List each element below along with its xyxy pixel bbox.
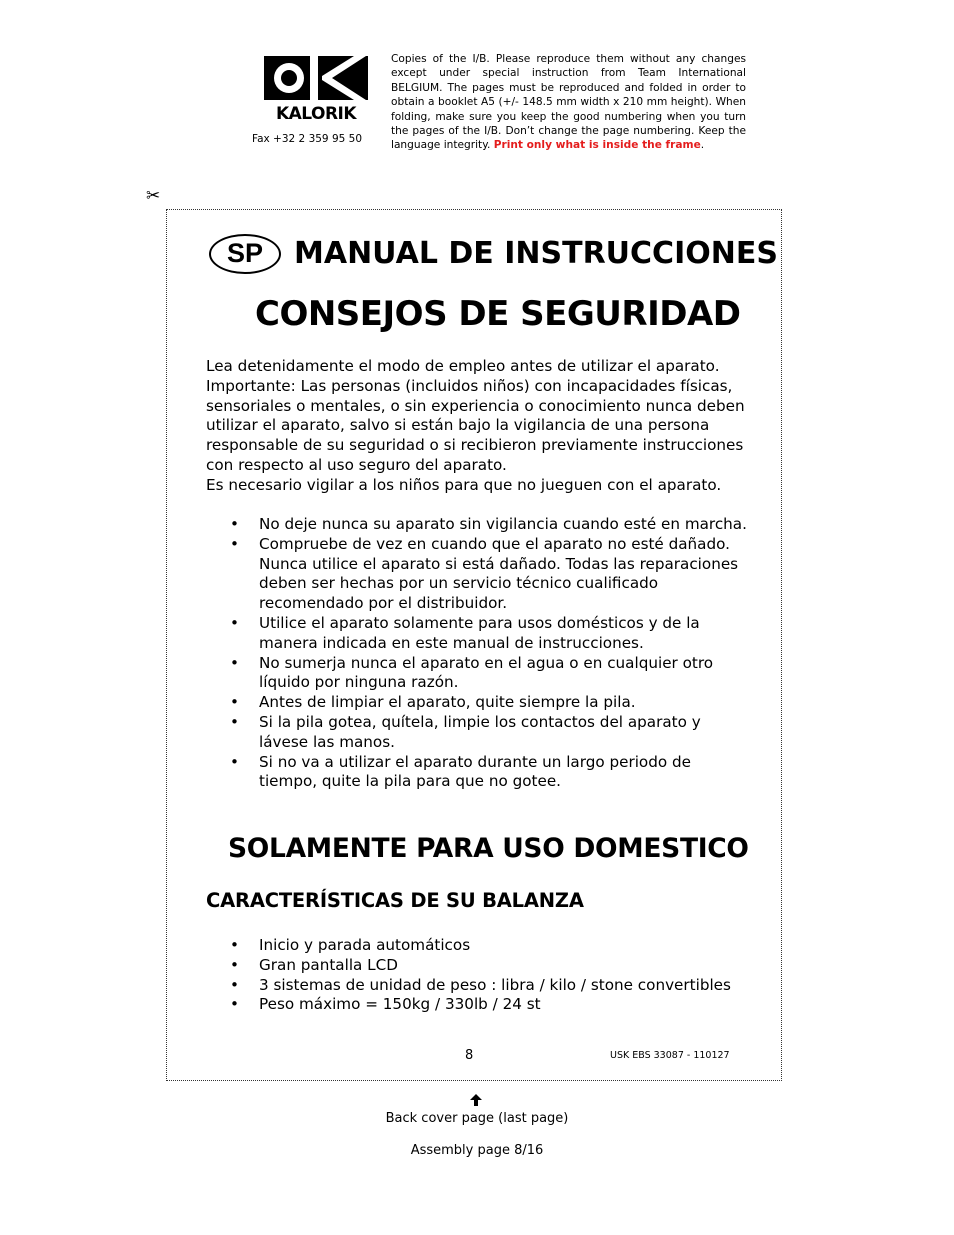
list-item-text: Inicio y parada automáticos xyxy=(259,936,471,954)
domestic-use-heading: SOLAMENTE PARA USO DOMESTICO xyxy=(228,833,749,864)
page-number: 8 xyxy=(465,1048,474,1063)
bullet: • xyxy=(230,712,239,731)
safety-list xyxy=(230,515,750,792)
list-item-text: No sumerja nunca el aparato en el agua o en cualquier otro líquido por ninguna razón. xyxy=(259,653,714,692)
list-item-text: Compruebe de vez en cuando que el aparato no esté dañado. Nunca utilice el aparato si está dañado. Todas las reparaciones deben ser hechas por un servicio técnico cualificado recomendado por el distribuidor. xyxy=(259,534,739,613)
copies-instructions xyxy=(391,52,746,153)
safety-heading: CONSEJOS DE SEGURIDAD xyxy=(255,294,741,334)
bullet: • xyxy=(230,613,239,632)
copies-instructions-end: . xyxy=(700,139,705,152)
list-item xyxy=(230,535,750,614)
bullet: • xyxy=(230,752,239,771)
list-item-text: Si la pila gotea, quítela, limpie los contactos del aparato y lávese las manos. xyxy=(259,712,701,751)
manual-title: MANUAL DE INSTRUCCIONES xyxy=(294,236,778,271)
bullet: • xyxy=(230,534,239,553)
list-item xyxy=(230,753,750,793)
list-item-text: Si no va a utilizar el aparato durante un largo periodo de tiempo, quite la pila para que no gotee. xyxy=(259,752,691,791)
list-item xyxy=(230,693,750,713)
bullet: • xyxy=(230,955,239,974)
list-item-text: Gran pantalla LCD xyxy=(259,955,398,974)
bullet: • xyxy=(230,995,239,1014)
intro-text xyxy=(206,357,766,496)
fax-number: Fax +32 2 359 95 50 xyxy=(252,133,363,145)
document-code: USK EBS 33087 - 110127 xyxy=(610,1050,730,1061)
list-item xyxy=(230,614,750,654)
list-item xyxy=(230,956,750,976)
logo-text: KALORIK xyxy=(275,104,357,124)
copies-instructions-text: Copies of the I/B. Please reproduce them without any changes except under special instruction from Team International BELGIUM. The pages must be reproduced and folded in order to obtain a booklet A5 (+/- 148.5 mm width x 210 mm height). When folding, make sure you keep the good numbering when you turn the pages of the I/B. Don’t change the page numbering. Keep the language integrity. xyxy=(391,53,746,152)
print-only-notice: Print only what is inside the frame xyxy=(493,139,701,152)
assembly-page-label: Assembly page 8/16 xyxy=(410,1143,544,1158)
list-item xyxy=(230,654,750,694)
features-list xyxy=(230,936,750,1015)
intro-paragraph: Es necesario vigilar a los niños para que no jueguen con el aparato. xyxy=(206,475,722,494)
list-item-text: Antes de limpiar el aparato, quite siempre la pila. xyxy=(259,693,636,712)
list-item-text: Utilice el aparato solamente para usos domésticos y de la manera indicada en este manual de instrucciones. xyxy=(259,613,700,652)
list-item-text: Peso máximo = 150kg / 330lb / 24 st xyxy=(259,995,541,1014)
bullet: • xyxy=(230,693,239,712)
language-badge: SP xyxy=(209,234,281,274)
features-heading: CARACTERÍSTICAS DE SU BALANZA xyxy=(206,889,584,912)
list-item xyxy=(230,936,750,956)
list-item-text: No deje nunca su aparato sin vigilancia cuando esté en marcha. xyxy=(259,515,747,533)
up-arrow-icon xyxy=(470,1094,482,1110)
intro-paragraph: Lea detenidamente el modo de empleo antes de utilizar el aparato. Importante: Las personas (incluidos niños) con incapacidades físicas, sensoriales o mentales, o sin experiencia o conocimiento nunca deben utilizar el aparato, salvo si están bajo la vigilancia de una persona responsable de su seguridad o si recibieron previamente instrucciones con respecto al uso seguro del aparato. xyxy=(206,357,745,474)
list-item xyxy=(230,995,750,1015)
manual-header xyxy=(209,232,778,278)
kalorik-logo xyxy=(262,54,370,124)
kalorik-logo-mark xyxy=(262,54,370,102)
bullet: • xyxy=(230,653,239,672)
scissors-icon: ✂ xyxy=(146,186,161,206)
bullet: • xyxy=(230,515,239,533)
list-item-text: 3 sistemas de unidad de peso : libra / kilo / stone convertibles xyxy=(259,975,731,994)
bullet: • xyxy=(230,975,239,994)
bullet: • xyxy=(230,936,239,954)
list-item xyxy=(230,713,750,753)
list-item xyxy=(230,515,750,535)
list-item xyxy=(230,976,750,996)
back-cover-label: Back cover page (last page) xyxy=(385,1111,569,1126)
